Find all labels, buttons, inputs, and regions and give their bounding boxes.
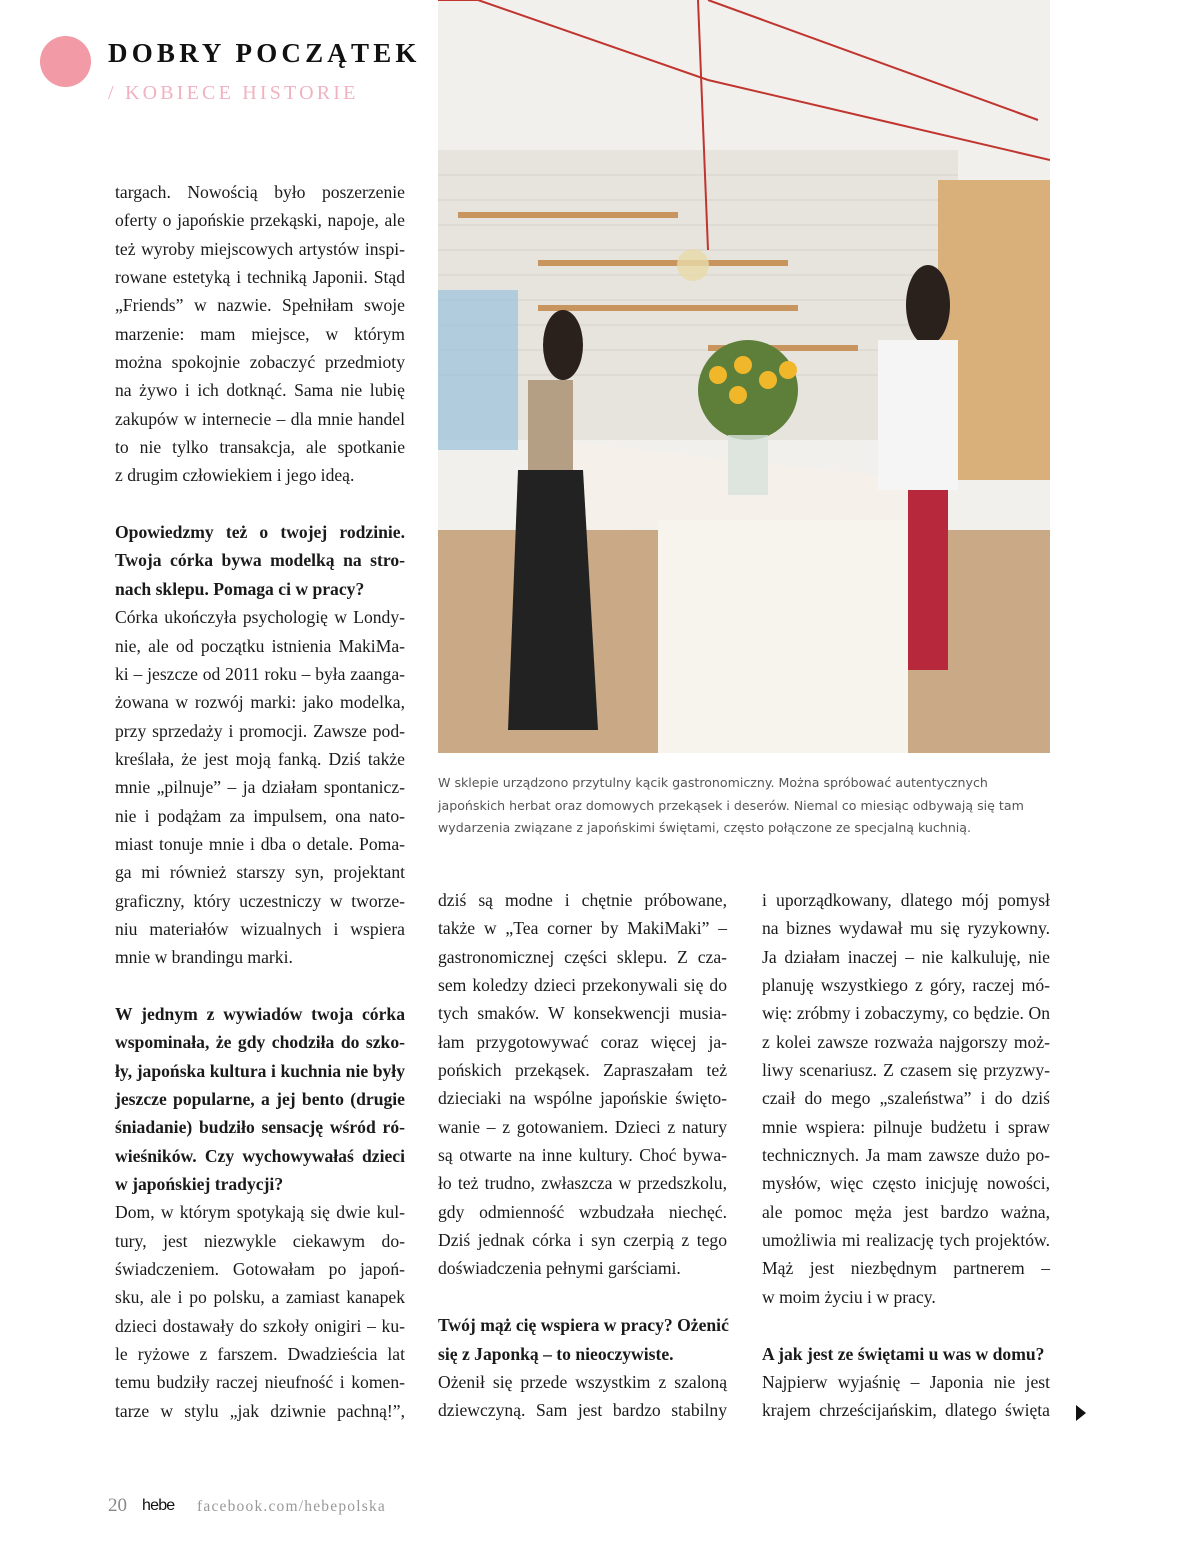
text-line: W jednym z wywiadów twoja córka <box>115 1003 405 1024</box>
text-line: targach. Nowością było poszerzenie <box>115 182 405 202</box>
text-line: przy sprzedaży i promocji. Zawsze pod- <box>115 720 405 741</box>
text-line: ły, japońska kultura i kuchnia nie były <box>115 1060 405 1081</box>
text-line: w japońskiej tradycji? <box>115 1174 284 1195</box>
text-line <box>762 1311 1050 1339</box>
text-line: umożliwia mi realizację tych projektów. <box>762 1230 1050 1251</box>
text-line: Córka ukończyła psychologię w Londy- <box>115 607 405 628</box>
section-accent-dot <box>40 36 91 87</box>
text-line <box>115 490 405 518</box>
text-line: z drugim człowiekiem i jego ideą. <box>115 465 355 486</box>
text-line: mnie w brandingu marki. <box>115 947 293 968</box>
text-line <box>115 972 405 1000</box>
text-line: gdy odmienność wzbudzała niechęć. <box>438 1201 727 1222</box>
text-line: Dziś jednak córka i syn czerpią z tego <box>438 1230 727 1251</box>
text-line: graficzny, który uczestniczy w tworze- <box>115 890 405 911</box>
text-line: mnie „pilnuje” – ja działam spontanicz- <box>115 777 405 798</box>
text-line: także w „Tea corner by MakiMaki” – <box>438 918 727 939</box>
text-line: można spokojnie zobaczyć przedmioty <box>115 352 405 373</box>
text-line: sku, ale i po polsku, a zamiast kanapek <box>115 1287 405 1308</box>
text-line: Twój mąż cię wspiera w pracy? Ożenić <box>438 1315 729 1336</box>
text-line: ga mi również starszy syn, projektant <box>115 862 405 883</box>
text-line: „Friends” w nazwie. Spełniłam swoje <box>115 295 405 316</box>
text-line: nie i podążam za impulsem, ona nato- <box>115 805 405 826</box>
answer-paragraph <box>438 886 727 1283</box>
page-number: 20 <box>108 1495 127 1516</box>
brand-logo: hebe <box>142 1497 175 1514</box>
text-line: nie, ale od początku istnienia MakiMa- <box>115 635 405 656</box>
text-line: dzieci dostawały do szkoły onigiri – ku- <box>115 1315 405 1336</box>
text-line: technicznych. Ja mam zawsze dużo po- <box>762 1145 1050 1166</box>
text-line: ki – jeszcze od 2011 roku – była zaanga- <box>115 663 405 684</box>
text-line: marzenie: mam miejsce, w którym <box>115 323 405 344</box>
text-line: to nie tylko transakcja, ale spotkanie <box>115 437 405 458</box>
text-line: tury, jest niezwykle ciekawym do- <box>115 1230 405 1251</box>
text-line: Najpierw wyjaśnię – Japonia nie jest <box>762 1371 1050 1392</box>
text-line: doświadczenia pełnymi garściami. <box>438 1258 681 1279</box>
text-line: śniadanie) budziło sensację wśród ró- <box>115 1117 405 1138</box>
text-line: na biznes wydawał mu się ryzykowny. <box>762 918 1050 939</box>
text-line: nach sklepu. Pomaga ci w pracy? <box>115 578 365 599</box>
text-line: zakupów w internecie – dla mnie handel <box>115 408 405 429</box>
text-line: i uporządkowany, dlatego mój pomysł <box>762 890 1050 910</box>
text-line: się z Japonką – to nieoczywiste. <box>438 1343 674 1364</box>
text-line: są otwarte na inne kultury. Choć bywa- <box>438 1145 727 1166</box>
text-line: temu budziły raczej nieufność i komen- <box>115 1372 405 1393</box>
caption-line: japońskich herbat oraz domowych przekąsek i deserów. Niemal co miesiąc odbywają się tam <box>438 797 1024 813</box>
paragraph-spacer <box>438 1283 727 1311</box>
article-column-2 <box>438 886 727 1425</box>
text-line: Opowiedzmy też o twojej rodzinie. <box>115 522 405 543</box>
text-line: wieśników. Czy wychowywałaś dzieci <box>115 1145 405 1166</box>
text-line: le ryżowe z farszem. Dwadzieścia lat <box>115 1344 405 1365</box>
text-line: żowana w rozwój marki: jako modelka, <box>115 692 405 713</box>
text-line: sem koledzy dzieci przekonywali się do <box>438 975 727 996</box>
text-line: gastronomicznej części sklepu. Z cza- <box>438 946 727 967</box>
answer-paragraph <box>115 603 405 971</box>
question-paragraph <box>115 518 405 603</box>
text-line: łam przygotowywać coraz więcej ja- <box>438 1031 727 1052</box>
caption-line: wydarzenia związane z japońskimi świętami, często połączone ze specjalną kuchnią. <box>438 820 972 835</box>
text-line: krajem chrześcijańskim, dlatego święta <box>762 1400 1050 1421</box>
footer-url[interactable]: facebook.com/hebepolska <box>197 1498 386 1515</box>
text-line: wspominała, że gdy chodziła do szko- <box>115 1032 405 1053</box>
text-line: czaił do mego „szaleństwa” i do dziś <box>762 1088 1050 1109</box>
text-line: też wyroby miejscowych artystów inspi- <box>115 238 405 259</box>
text-line: tarze w stylu „jak dziwnie pachną!”, <box>115 1400 405 1421</box>
answer-paragraph <box>115 178 405 490</box>
text-line: kreślała, że jest moją fanką. Dziś także <box>115 748 405 769</box>
text-line: Ożenił się przede wszystkim z szaloną <box>438 1371 727 1392</box>
kitchen-photo-illustration <box>438 0 1050 753</box>
paragraph-spacer <box>115 490 405 518</box>
text-line: ale pomoc męża jest bardzo ważna, <box>762 1201 1050 1222</box>
text-line: z kolei zawsze rozważa najgorszy moż- <box>762 1031 1050 1052</box>
text-line: wię: zróbmy i zobaczymy, co będzie. On <box>762 1003 1050 1024</box>
photo-caption <box>438 772 1058 840</box>
article-photo <box>438 0 1050 753</box>
section-title: DOBRY POCZĄTEK <box>108 38 421 68</box>
text-line: Mąż jest niezbędnym partnerem – <box>762 1258 1050 1279</box>
text-line: planuję wszystkiego z góry, raczej mó- <box>762 975 1050 996</box>
text-line: A jak jest ze świętami u was w domu? <box>762 1343 1045 1364</box>
text-line: świadczeniem. Gotowałam po japoń- <box>115 1259 405 1280</box>
paragraph-spacer <box>762 1311 1050 1339</box>
text-line: tych smaków. W konsekwencji musia- <box>438 1003 727 1024</box>
text-line: liwy scenariusz. Z czasem się przyzwy- <box>762 1060 1050 1081</box>
article-column-3 <box>762 886 1050 1425</box>
text-line: Twoja córka bywa modelką na stro- <box>115 550 405 571</box>
question-paragraph <box>115 1000 405 1198</box>
section-subtitle: / KOBIECE HISTORIE <box>108 82 359 104</box>
answer-paragraph <box>762 886 1050 1311</box>
text-line: dzieciaki na wspólne japońskie święto- <box>438 1088 727 1109</box>
text-line: mysłów, więc często inicjuję nowości, <box>762 1173 1050 1194</box>
caption-line: W sklepie urządzono przytulny kącik gastronomiczny. Można spróbować autentycznych <box>438 775 988 790</box>
text-line: mnie wspiera: pilnuje budżetu i spraw <box>762 1116 1050 1137</box>
text-line: dziś są modne i chętnie próbowane, <box>438 890 727 910</box>
text-line: na żywo i ich dotknąć. Sama nie lubię <box>115 380 405 401</box>
text-line: Dom, w którym spotykają się dwie kul- <box>115 1202 405 1223</box>
answer-paragraph <box>762 1368 1050 1425</box>
text-line: niu materiałów wizualnych i wspiera <box>115 918 405 939</box>
article-column-1 <box>115 178 405 1425</box>
question-paragraph <box>438 1311 727 1368</box>
text-line: wanie – z gotowaniem. Dzieci z natury <box>438 1116 727 1137</box>
answer-paragraph <box>115 1198 405 1425</box>
paragraph-spacer <box>115 972 405 1000</box>
text-line: oferty o japońskie przekąski, napoje, ale <box>115 210 405 231</box>
question-paragraph <box>762 1340 1050 1368</box>
text-line: Ja działam inaczej – nie kalkuluję, nie <box>762 946 1050 967</box>
text-line: ło też trudno, zwłaszcza w przedszkolu, <box>438 1173 727 1194</box>
answer-paragraph <box>438 1368 727 1425</box>
text-line: miast tonuje mnie i dba o detale. Poma- <box>115 833 405 854</box>
text-line: jeszcze popularne, a jej bento (drugie <box>115 1089 405 1109</box>
continue-arrow-icon <box>1076 1405 1086 1421</box>
text-line: rowane estetyką i techniką Japonii. Stąd <box>115 267 405 288</box>
text-line <box>438 1283 727 1311</box>
text-line: dziewczyną. Sam jest bardzo stabilny <box>438 1400 727 1421</box>
text-line: w moim życiu i w pracy. <box>762 1286 936 1307</box>
text-line: pońskich przekąsek. Zapraszałam też <box>438 1060 727 1081</box>
